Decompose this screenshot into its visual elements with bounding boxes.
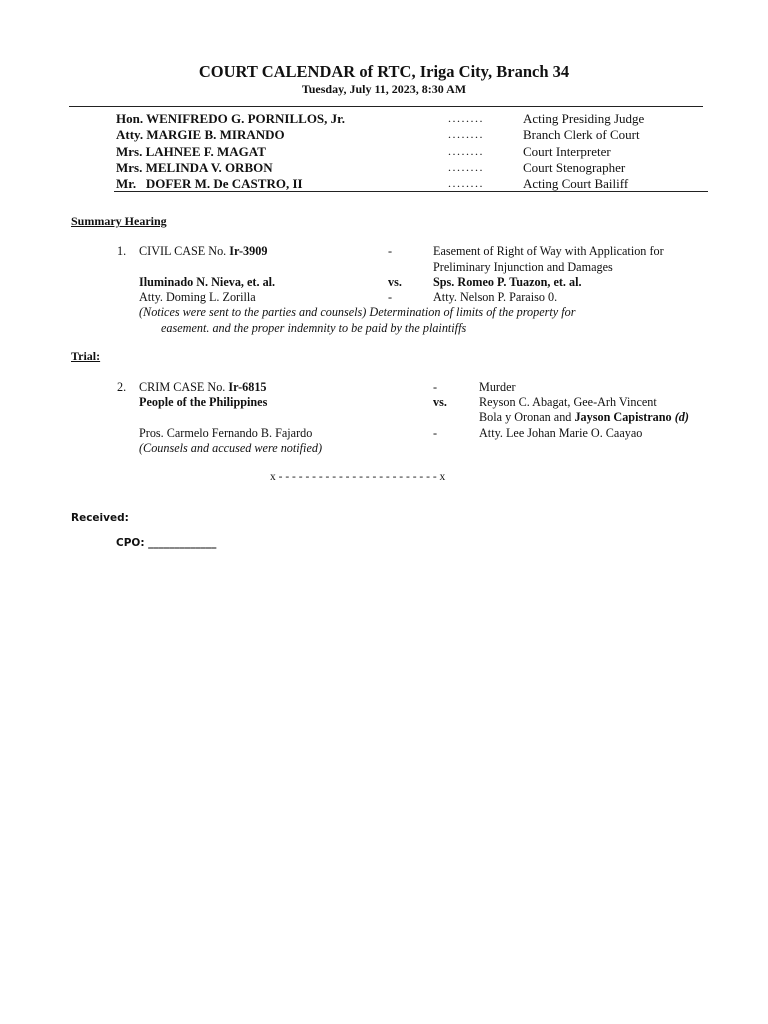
- case-number: 1.: [117, 244, 127, 258]
- staff-role-bailiff: Acting Court Bailiff: [523, 176, 629, 191]
- staff-name-interpreter: Mrs. LAHNEE F. MAGAT: [116, 144, 266, 159]
- plaintiff-name: Iluminado N. Nieva, et. al.: [139, 275, 276, 289]
- case-note-line-1: (Notices were sent to the parties and counsels) Determination of limits of the property for: [139, 305, 576, 319]
- case-dash: -: [388, 290, 393, 304]
- cpo-signature-line: CPO: _____________: [116, 537, 217, 549]
- case-docket-number: Ir-3909: [229, 244, 268, 258]
- staff-name-stenographer: Mrs. MELINDA V. ORBON: [116, 160, 273, 175]
- case-note: (Counsels and accused were notified): [139, 441, 323, 455]
- defendant-name: Sps. Romeo P. Tuazon, et. al.: [433, 275, 582, 289]
- defendant-counsel: Atty. Nelson P. Paraiso 0.: [433, 290, 558, 304]
- detained-tag: (d): [674, 410, 689, 424]
- case-nature-line-2: Preliminary Injunction and Damages: [433, 260, 613, 274]
- case-title: [139, 244, 267, 259]
- versus-label: vs.: [388, 275, 402, 289]
- prosecutor: Pros. Carmelo Fernando B. Fajardo: [139, 426, 313, 440]
- versus-label: vs.: [433, 395, 447, 409]
- header-bottom-rule: [114, 191, 708, 192]
- staff-leader-dots: ........: [448, 144, 484, 158]
- case-dash: -: [388, 244, 393, 258]
- plaintiff-name: People of the Philippines: [139, 395, 268, 409]
- header-top-rule: [69, 106, 703, 107]
- case-dash: -: [433, 380, 438, 394]
- case-docket-number: Ir-6815: [228, 380, 267, 394]
- case-nature-line-1: Easement of Right of Way with Application for: [433, 244, 664, 258]
- calendar-date: Tuesday, July 11, 2023, 8:30 AM: [301, 82, 467, 96]
- received-label: Received:: [71, 512, 129, 524]
- staff-role-clerk: Branch Clerk of Court: [523, 127, 640, 142]
- case-note-line-2: easement. and the proper indemnity to be paid by the plaintiffs: [161, 321, 467, 335]
- defense-counsel: Atty. Lee Johan Marie O. Caayao: [479, 426, 643, 440]
- staff-name-judge: Hon. WENIFREDO G. PORNILLOS, Jr.: [116, 111, 345, 126]
- section-heading-summary-hearing: Summary Hearing: [71, 214, 167, 228]
- section-heading-trial: Trial:: [71, 349, 101, 363]
- plaintiff-counsel: Atty. Doming L. Zorilla: [139, 290, 256, 304]
- staff-leader-dots: ........: [448, 176, 484, 190]
- case-nature: Murder: [479, 380, 516, 394]
- staff-role-interpreter: Court Interpreter: [523, 144, 611, 159]
- page-title: COURT CALENDAR of RTC, Iriga City, Branch 34: [198, 62, 570, 81]
- staff-name-bailiff: Mr. DOFER M. De CASTRO, II: [116, 176, 303, 191]
- staff-leader-dots: ........: [448, 111, 484, 125]
- end-separator: x - - - - - - - - - - - - - - - - - - - - - - - - x: [270, 471, 446, 483]
- case-number: 2.: [117, 380, 127, 394]
- staff-name-clerk: Atty. MARGIE B. MIRANDO: [116, 127, 285, 142]
- staff-leader-dots: ........: [448, 160, 484, 174]
- staff-role-stenographer: Court Stenographer: [523, 160, 626, 175]
- accused-line-2: [479, 410, 689, 425]
- staff-role-judge: Acting Presiding Judge: [523, 111, 645, 126]
- case-type-label: CIVIL CASE No.: [139, 244, 227, 258]
- accused-line-1: Reyson C. Abagat, Gee-Arh Vincent: [479, 395, 657, 409]
- staff-leader-dots: ........: [448, 127, 484, 141]
- accused-line-2-text: Bola y Oronan and: [479, 410, 575, 424]
- case-title: [139, 380, 267, 395]
- case-dash: -: [433, 426, 438, 440]
- case-type-label: CRIM CASE No.: [139, 380, 226, 394]
- accused-detained-name: Jayson Capistrano: [574, 410, 672, 424]
